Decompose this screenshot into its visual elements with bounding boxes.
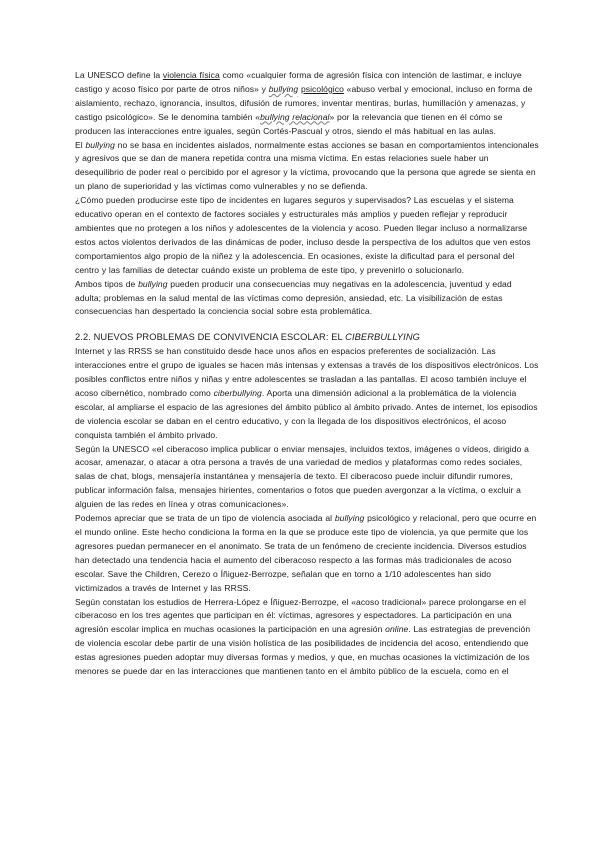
section-spacer [75, 319, 540, 331]
paragraph [75, 512, 540, 595]
italic-term: bullying [334, 513, 365, 524]
italic-term: ciberbullying [213, 387, 262, 398]
text-run: ¿Cómo pueden producirse este tipo de incidentes en lugares seguros y supervisados? Las escuelas y el sistema educativo operan en el contexto de factores sociales y estructurales más amplios y pueden reflejar y reproducir ambientes que no protegen a los niños y adolescentes de la violencia y acoso. Pueden llegar incluso a normalizarse estos actos violentos derivados de las dinámicas de poder, incluso desde la perspectiva de los adultos que ven estos comportamientos algo propio de la niñez y la adolescencia. En ocasiones, existe la dificultad para el personal del centro y las familias de detectar cuándo existe un problema de este tipo, y prevenirlo o solucionarlo. [75, 195, 531, 275]
text-run: no se basa en incidentes aislados, normalmente estas acciones se basan en comportamientos intencionales y agresivos que se dan de manera repetida contra una misma víctima. En estas relaciones suele haber un desequilibrio de poder real o percibido por el agresor y la víctima, provocando que la persona que agrede se sienta en un plano de superioridad y las víctimas como vulnerables y no se defienda. [75, 139, 539, 192]
text-run: pueden producir una consecuencias muy negativas en la adolescencia, juventud y edad adulta; problemas en la salud mental de las víctimas como depresión, ansiedad, etc. La visibilización de estas consecuencias han despertado la conciencia social sobre esta problemática. [75, 278, 512, 317]
text-run: Según la UNESCO «el ciberacoso implica publicar o enviar mensajes, incluidos textos, imágenes o vídeos, dirigido a acosar, amenazar, o atacar a otra persona a través de una variedad de medios y plataformas como redes sociales, salas de chat, blogs, mensajería instantánea y mensajería de texto. El ciberacoso puede incluir difundir rumores, publicar información falsa, mensajes hirientes, comentarios o fotos que pueden avergonzar a la víctima, o excluir a alguien de las redes en línea y otras comunicaciones». [75, 443, 529, 510]
paragraph [75, 345, 540, 442]
paragraph [75, 194, 540, 277]
paragraph [75, 278, 540, 320]
text-run: como «cualquier forma de agresión física con intención de lastimar, e incluye castigo y acoso físico por parte de otros niños» y [75, 70, 522, 94]
text-run: . Aporta una dimensión adicional a la problemática de la violencia escolar, al ampliarse el espacio de las agresiones del ámbito público al ámbito privado. Antes de internet, los episodios de violencia escolar se daban en el centro educativo, y con la llegada de los dispositivos electrónicos, el acoso conquista también el ámbito privado. [75, 387, 538, 440]
paragraph [75, 596, 540, 679]
underlined-term: psicológico [300, 83, 344, 94]
underlined-term: violencia física [162, 70, 220, 80]
flagged-term: bullying relacional [260, 111, 330, 122]
text-run: . Las estrategias de prevención de violencia escolar debe partir de una visión holística de las posibilidades de incidencia del acoso, entendiendo que estas agresiones pueden adoptar muy diversas formas y medios, y que, en muchas ocasiones la victimización de los menores se puede dar en las interacciones que mantienen tanto en el ámbito público de la escuela, como en el [75, 624, 531, 677]
paragraph [75, 69, 540, 139]
text-run: Según constatan los estudios de Herrera-López e Íñiguez-Berrozpe, el «acoso tradicional» parece prolongarse en el ciberacoso en los tres agentes que participan en él: víctimas, agresores y espectadores. La participación en una agresión escolar implica en muchas ocasiones la participación en una agresión [75, 596, 526, 635]
text-run: » por la relevancia que tienen en él cómo se producen las interacciones entre iguales, según Cortés-Pascual y otros, siendo el más habitual en las aulas. [75, 111, 503, 136]
text-run: Podemos apreciar que se trata de un tipo de violencia asociada al [75, 513, 335, 524]
paragraph [75, 139, 540, 195]
text-run: El [75, 139, 86, 150]
italic-term: bullying [138, 278, 168, 289]
text-run: Internet y las RRSS se han constituido desde hace unos años en espacios preferentes de socialización. Las interacciones entre el grupo de iguales se hacen más intensas y extensas a través de los dispositivos electrónicos. Los posibles conflictos entre niños y niñas y entre adolescentes se trasladan a las pantallas. El acoso también incluye el acoso cibernético, nombrado como [75, 346, 539, 398]
section-heading-term: CIBERBULLYING [345, 332, 420, 343]
text-run: La UNESCO define la [75, 70, 163, 80]
text-run: Ambos tipos de [75, 278, 139, 289]
text-run: «abuso verbal y emocional, incluso en forma de aislamiento, rechazo, ignorancia, insultos, difusión de rumores, inventar mentiras, burlas, humillación y amenazas, y castigo psicológico». Se le denomina también « [75, 83, 533, 122]
section-heading [75, 331, 540, 345]
italic-term: online [385, 624, 409, 635]
flagged-term: bullying [268, 83, 299, 94]
italic-term: bullying [85, 139, 115, 150]
text-run: psicológico y relacional, pero que ocurre en el mundo online. Este hecho condiciona la forma en la que se produce este tipo de violencia, ya que permite que los agresores puedan permanecer en el anonimato. Se trata de un fenómeno de creciente incidencia. Diversos estudios han detectado una tendencia hacia el aumento del ciberacoso respecto a las formas más tradicionales de acoso escolar. Save the Children, Cerezo o Íñiguez-Berrozpe, señalan que en torno a 1/10 adolescentes han sido victimizados a través de Internet y las RRSS. [75, 513, 537, 593]
section-heading-text: 2.2. NUEVOS PROBLEMAS DE CONVIVENCIA ESCOLAR: EL [75, 332, 346, 343]
paragraph [75, 443, 540, 513]
